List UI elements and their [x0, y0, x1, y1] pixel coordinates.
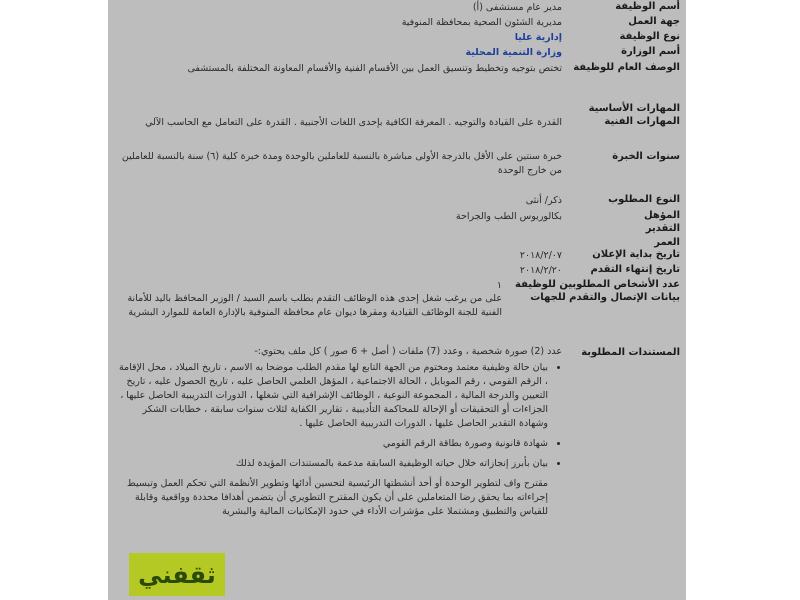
- field-job-title: [108, 1, 686, 15]
- field-label: المستندات المطلوبة: [581, 347, 680, 358]
- field-label: العمر: [654, 237, 680, 248]
- field-ministry: [108, 46, 686, 60]
- job-posting-document: [108, 0, 686, 600]
- field-label: نوع الوظيفة: [619, 31, 680, 42]
- field-announcement-start: [108, 249, 686, 263]
- field-job-type: [108, 31, 686, 45]
- field-value: [108, 223, 566, 235]
- field-age: [108, 237, 686, 249]
- field-value: مديرية الشئون الصحية بمحافظة المنوفية: [401, 17, 562, 28]
- field-value: ١: [496, 280, 502, 291]
- list-item: • شهادة قانونية وصورة بطاقة الرقم القومي: [118, 437, 548, 451]
- field-label: المؤهل: [643, 210, 680, 221]
- field-grade: [108, 223, 686, 235]
- field-value: ٢٠١٨/٢/٠٧: [519, 250, 562, 261]
- field-years-experience: [108, 150, 686, 178]
- field-value: [108, 103, 566, 115]
- field-label: عدد الأشخاص المطلوبين للوظيفة: [515, 279, 680, 290]
- field-value: تختص بتوجيه وتخطيط وتنسيق العمل بين الأقسام الفنية والأقسام المعاونة المختلفة بالمستشفى: [187, 63, 562, 74]
- field-label: المهارات الأساسية: [588, 103, 680, 114]
- field-contact-info: [108, 292, 686, 320]
- field-value: وزارة التنمية المحلية: [465, 47, 562, 58]
- field-technical-skills: [108, 116, 686, 130]
- documents-list: [118, 361, 562, 519]
- documents-content: [108, 345, 566, 525]
- list-item: • بيان حالة وظيفية معتمد ومختوم من الجهة التابع لها مقدم الطلب موضحا به الاسم ، تاريخ الميلاد ، محل الإقامة ، الرقم القومي ، رقم الموبايل ، الحالة الاجتماعية ، المؤهل العلمي الحاصل عليه ، تاريخ الحصول عليه ، تاريخ التعيين والدرجة المالية ، المجموعة النوعية ، الوظائف الإشرافية التي شغلها ، الدورات التدريبية الحاصل عليها ، الجزاءات أو التحقيقات أو الإحالة للمحاكمة التأديبية ، تقارير الكفاية لثلاث سنوات سابقة ، خطابات الشكر وشهادة التقدير الحاصل عليها ، الدورات التدريبية الحاصل عليها .: [118, 361, 548, 431]
- field-job-description: [108, 62, 686, 76]
- field-required-documents: [108, 345, 686, 525]
- field-value: ذكر/ أنثى: [525, 195, 562, 206]
- field-value: مدير عام مستشفى (أ): [472, 2, 562, 13]
- field-value: ٢٠١٨/٢/٢٠: [519, 265, 562, 276]
- field-application-end: [108, 264, 686, 278]
- documents-intro: عدد (2) صورة شخصية ، وعدد (7) ملفات ( أصل + 6 صور ) كل ملف يحتوي:-: [254, 346, 562, 357]
- field-gender: [108, 194, 686, 208]
- field-basic-skills: [108, 103, 686, 115]
- field-label: التقدير: [645, 223, 680, 234]
- list-item: • بيان بأبرز إنجازاته خلال حياته الوظيفية السابقة مدعمة بالمستندات المؤيدة لذلك: [118, 457, 548, 471]
- field-label: جهة العمل: [628, 16, 680, 27]
- field-label: تاريخ إنتهاء التقدم: [590, 264, 680, 275]
- list-item: مقترح واف لتطوير الوحدة أو أحد أنشطتها الرئيسية لتحسين أدائها وتطوير الأنظمة التي تحكم العمل وتبسيط إجراءاته بما يحقق رضا المتعاملين على أن يكون المقترح التطويري أن يتضمن أهدافا محددة وواقعية وقابلة للقياس والتطبيق ومشتملا على مؤشرات الأداء في حدود الإمكانيات المالية والبشرية: [127, 478, 548, 517]
- brand-logo: ثقفني: [129, 553, 225, 596]
- field-value: خبرة سنتين على الأقل بالدرجة الأولى مباشرة بالنسبة للعاملين بالوحدة ومدة خبرة كلية (٦) سنة بالنسبة للعاملين من خارج الوحدة: [121, 151, 562, 176]
- field-positions-count: [108, 279, 686, 293]
- field-qualification: [108, 210, 686, 224]
- field-label: المهارات الفنية: [604, 116, 680, 127]
- field-value: القدرة على القيادة والتوجيه . المعرفة الكافية بإحدى اللغات الأجنبية . القدرة على التعامل مع الحاسب الآلي: [145, 117, 562, 128]
- field-employer: [108, 16, 686, 30]
- field-value: على من يرغب شغل إحدى هذه الوظائف التقدم بطلب باسم السيد / الوزير المحافظ باليد للأمانة الفنية للجنة الوظائف القيادية ومقرها ديوان عام محافظة المنوفية بالإدارة العامة للموارد البشرية: [127, 293, 502, 318]
- field-value: إدارية عليا: [514, 32, 562, 43]
- field-label: أسم الوظيفة: [615, 1, 680, 12]
- field-label: أسم الوزارة: [621, 46, 680, 57]
- field-label: الوصف العام للوظيفة: [573, 62, 680, 73]
- field-label: سنوات الخبرة: [612, 151, 680, 162]
- field-label: بيانات الإتصال والتقدم للجهات: [530, 292, 680, 303]
- field-value: [108, 237, 566, 249]
- field-value: بكالوريوس الطب والجراحة: [455, 211, 562, 222]
- field-label: تاريخ بداية الإعلان: [592, 249, 680, 260]
- field-label: النوع المطلوب: [608, 194, 680, 205]
